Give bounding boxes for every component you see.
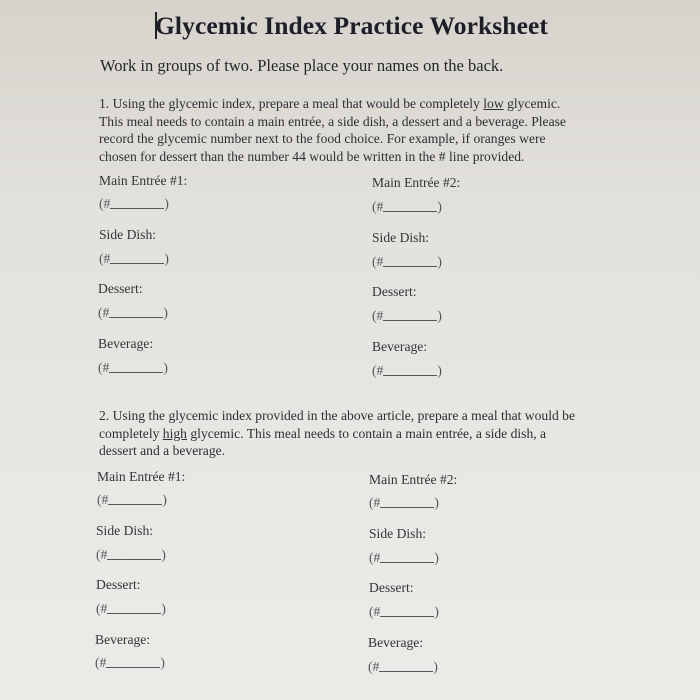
q2-main-entree-2-label: Main Entrée #2: bbox=[369, 472, 458, 487]
blank-line[interactable] bbox=[380, 604, 434, 617]
blank-line[interactable] bbox=[110, 251, 164, 264]
q1-main-entree-1-blank[interactable]: (# ) bbox=[99, 196, 169, 211]
q1-main-entree-2-blank[interactable]: (# ) bbox=[372, 199, 442, 214]
q1-beverage-2-blank[interactable]: (# ) bbox=[372, 363, 442, 378]
q1-main-entree-2-label: Main Entrée #2: bbox=[372, 175, 461, 190]
q2-beverage-1-label: Beverage: bbox=[95, 632, 151, 647]
q1-side-dish-1-label: Side Dish: bbox=[99, 227, 157, 242]
blank-line[interactable] bbox=[107, 547, 161, 560]
q2-line-3: dessert and a beverage. bbox=[99, 443, 226, 458]
emphasis-high: high bbox=[162, 425, 187, 441]
blank-line[interactable] bbox=[383, 199, 437, 212]
blank-line[interactable] bbox=[109, 360, 163, 373]
q1-line-1: 1. Using the glycemic index, prepare a meal that would be completely low glycemic. bbox=[99, 96, 561, 111]
worksheet-title: Glycemic Index Practice Worksheet bbox=[155, 11, 549, 40]
blank-line[interactable] bbox=[383, 254, 437, 267]
question-2-text bbox=[99, 407, 609, 460]
q1-line-4: chosen for dessert than the number 44 would be written in the # line provided. bbox=[99, 148, 525, 164]
q1-dessert-1-blank[interactable]: (# ) bbox=[98, 305, 168, 320]
q2-beverage-1-blank[interactable]: (# ) bbox=[95, 655, 165, 670]
blank-line[interactable] bbox=[380, 495, 434, 508]
q2-side-dish-2-label: Side Dish: bbox=[369, 526, 427, 541]
blank-line[interactable] bbox=[106, 655, 160, 668]
emphasis-low: low bbox=[483, 96, 504, 111]
blank-line[interactable] bbox=[380, 550, 434, 563]
q1-beverage-1-label: Beverage: bbox=[98, 336, 154, 351]
q1-dessert-2-blank[interactable]: (# ) bbox=[372, 308, 442, 323]
q2-line-1: 2. Using the glycemic index provided in the above article, prepare a meal that would be bbox=[99, 408, 575, 423]
q2-side-dish-1-label: Side Dish: bbox=[96, 523, 154, 538]
blank-line[interactable] bbox=[383, 308, 437, 321]
q2-main-entree-2-blank[interactable]: (# ) bbox=[369, 495, 439, 510]
q1-line-2: This meal needs to contain a main entrée, a side dish, a dessert and a beverage. Please bbox=[99, 113, 566, 129]
q1-line-3: record the glycemic number next to the food choice. For example, if oranges were bbox=[99, 131, 546, 146]
q1-beverage-2-label: Beverage: bbox=[372, 339, 428, 354]
blank-line[interactable] bbox=[379, 659, 433, 672]
q2-line-2: completely high glycemic. This meal needs to contain a main entrée, a side dish, a bbox=[99, 425, 547, 441]
q1-main-entree-1-label: Main Entrée #1: bbox=[99, 173, 188, 188]
q2-main-entree-1-blank[interactable]: (# ) bbox=[97, 492, 167, 507]
q2-dessert-1-blank[interactable]: (# ) bbox=[96, 601, 166, 616]
blank-line[interactable] bbox=[107, 601, 161, 614]
q2-dessert-1-label: Dessert: bbox=[96, 577, 141, 592]
q2-dessert-2-label: Dessert: bbox=[369, 580, 414, 595]
q1-side-dish-1-blank[interactable]: (# ) bbox=[99, 251, 169, 266]
q2-side-dish-1-blank[interactable]: (# ) bbox=[96, 547, 166, 562]
blank-line[interactable] bbox=[108, 492, 162, 505]
q2-beverage-2-blank[interactable]: (# ) bbox=[368, 659, 438, 674]
intro-instructions: Work in groups of two. Please place your names on the back. bbox=[100, 56, 504, 75]
blank-line[interactable] bbox=[383, 363, 437, 376]
q1-beverage-1-blank[interactable]: (# ) bbox=[98, 360, 168, 375]
question-1-text bbox=[99, 95, 599, 165]
blank-line[interactable] bbox=[109, 305, 163, 318]
q2-main-entree-1-label: Main Entrée #1: bbox=[97, 469, 186, 484]
q2-beverage-2-label: Beverage: bbox=[368, 635, 424, 650]
q2-side-dish-2-blank[interactable]: (# ) bbox=[369, 550, 439, 565]
q1-dessert-2-label: Dessert: bbox=[372, 284, 417, 299]
q2-dessert-2-blank[interactable]: (# ) bbox=[369, 604, 439, 619]
blank-line[interactable] bbox=[110, 196, 164, 209]
q1-dessert-1-label: Dessert: bbox=[98, 281, 143, 296]
q1-side-dish-2-label: Side Dish: bbox=[372, 230, 430, 245]
q1-side-dish-2-blank[interactable]: (# ) bbox=[372, 254, 442, 269]
